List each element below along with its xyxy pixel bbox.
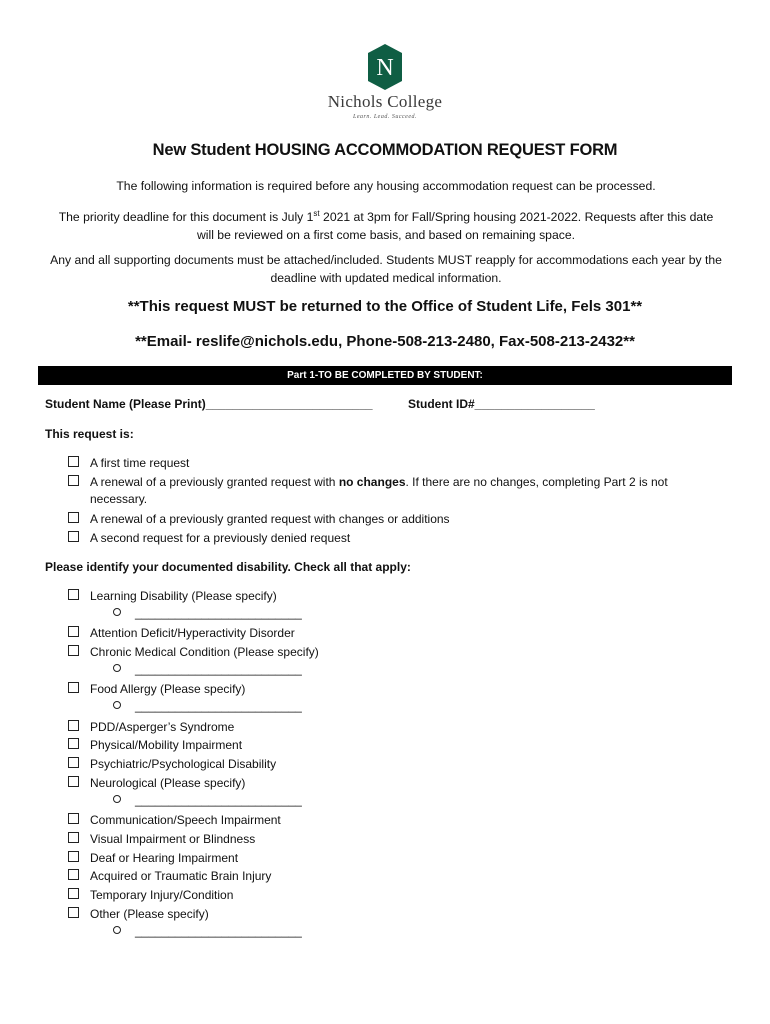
shield-logo-icon: [368, 44, 402, 90]
circle-bullet-icon: [113, 608, 121, 616]
specify-line[interactable]: _________________________: [113, 606, 302, 620]
checkbox-icon[interactable]: [68, 907, 79, 918]
disability-adhd[interactable]: Attention Deficit/Hyperactivity Disorder: [68, 624, 728, 643]
disability-visual[interactable]: Visual Impairment or Blindness: [68, 830, 728, 849]
checkbox-icon[interactable]: [68, 832, 79, 843]
disability-communication[interactable]: Communication/Speech Impairment: [68, 811, 728, 830]
disability-pdd[interactable]: PDD/Asperger’s Syndrome: [68, 718, 728, 737]
checkbox-icon[interactable]: [68, 626, 79, 637]
request-option-renewal-changes[interactable]: A renewal of a previously granted request with changes or additions: [68, 510, 728, 529]
disability-chronic-medical[interactable]: Chronic Medical Condition (Please specify): [68, 643, 728, 662]
specify-line[interactable]: _________________________: [113, 662, 302, 676]
college-name: Nichols College: [327, 92, 443, 111]
checkbox-icon[interactable]: [68, 456, 79, 467]
request-option-continuation: necessary.: [90, 492, 148, 506]
circle-bullet-icon: [113, 795, 121, 803]
circle-bullet-icon: [113, 701, 121, 709]
circle-bullet-icon: [113, 664, 121, 672]
student-name-field[interactable]: Student Name (Please Print)_________________________: [45, 397, 373, 411]
request-option-renewal-no-changes[interactable]: A renewal of a previously granted request with no changes. If there are no changes, completing Part 2 is not: [68, 473, 728, 492]
circle-bullet-icon: [113, 926, 121, 934]
checkbox-icon[interactable]: [68, 531, 79, 542]
checkbox-icon[interactable]: [68, 645, 79, 656]
checkbox-icon[interactable]: [68, 757, 79, 768]
disability-hearing[interactable]: Deaf or Hearing Impairment: [68, 849, 728, 868]
deadline-paragraph: The priority deadline for this document is July 1st 2021 at 3pm for Fall/Spring housing 2021-2022. Requests after this date will be reviewed on a first come basis, and based on remaining space.: [58, 209, 714, 243]
checkbox-icon[interactable]: [68, 738, 79, 749]
checkbox-icon[interactable]: [68, 869, 79, 880]
disability-brain-injury[interactable]: Acquired or Traumatic Brain Injury: [68, 867, 728, 886]
svg-text:N: N: [376, 55, 394, 81]
intro-paragraph: The following information is required before any housing accommodation request can be processed.: [116, 179, 656, 193]
checkbox-icon[interactable]: [68, 589, 79, 600]
checkbox-icon[interactable]: [68, 475, 79, 486]
disability-physical[interactable]: Physical/Mobility Impairment: [68, 736, 728, 755]
checkbox-icon[interactable]: [68, 720, 79, 731]
disability-psychiatric[interactable]: Psychiatric/Psychological Disability: [68, 755, 728, 774]
request-heading: This request is:: [45, 427, 134, 441]
part1-header-bar: Part 1-TO BE COMPLETED BY STUDENT:: [38, 366, 732, 385]
form-title: New Student HOUSING ACCOMMODATION REQUEST FORM: [152, 141, 618, 159]
return-notice: **This request MUST be returned to the Office of Student Life, Fels 301**: [127, 298, 643, 315]
request-option-first-time[interactable]: A first time request: [68, 454, 728, 473]
disability-food-allergy[interactable]: Food Allergy (Please specify): [68, 680, 728, 699]
specify-line[interactable]: _________________________: [113, 699, 302, 713]
checkbox-icon[interactable]: [68, 813, 79, 824]
college-logo: [0, 44, 770, 120]
disability-neurological[interactable]: Neurological (Please specify): [68, 774, 728, 793]
disability-temporary[interactable]: Temporary Injury/Condition: [68, 886, 728, 905]
disability-heading: Please identify your documented disability. Check all that apply:: [45, 560, 411, 574]
checkbox-icon[interactable]: [68, 888, 79, 899]
documents-paragraph: Any and all supporting documents must be attached/included. Students MUST reapply for accommodations each year by the deadline with updated medical information.: [50, 253, 722, 285]
specify-line[interactable]: _________________________: [113, 793, 302, 807]
checkbox-icon[interactable]: [68, 512, 79, 523]
student-id-field[interactable]: Student ID#__________________: [408, 397, 595, 411]
contact-notice: **Email- reslife@nichols.edu, Phone-508-213-2480, Fax-508-213-2432**: [135, 333, 635, 350]
request-option-second-request[interactable]: A second request for a previously denied request: [68, 529, 728, 548]
checkbox-icon[interactable]: [68, 776, 79, 787]
disability-other[interactable]: Other (Please specify): [68, 905, 728, 924]
checkbox-icon[interactable]: [68, 682, 79, 693]
checkbox-icon[interactable]: [68, 851, 79, 862]
specify-line[interactable]: _________________________: [113, 924, 302, 938]
disability-learning[interactable]: Learning Disability (Please specify): [68, 587, 728, 606]
college-tagline: Learn. Lead. Succeed.: [353, 114, 417, 120]
